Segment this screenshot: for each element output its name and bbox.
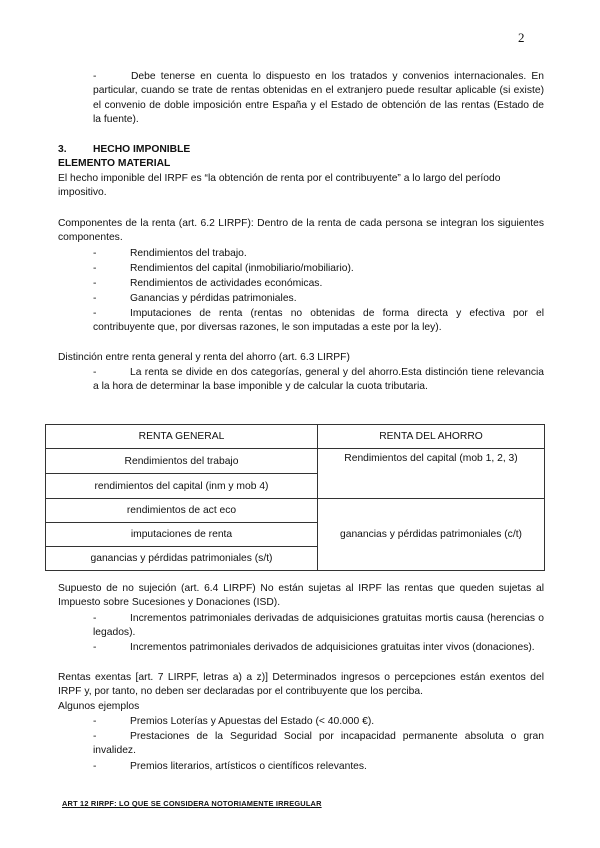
list-item: Premios literarios, artísticos o científicos relevantes. [130, 761, 367, 772]
list-item: Rendimientos del capital (inmobiliario/mobiliario). [130, 263, 354, 274]
table-cell: rendimientos de act eco [46, 499, 318, 523]
section-number: 3. [58, 144, 67, 155]
exentas-intro: Rentas exentas [art. 7 LIRPF, letras a) a z)] Determinados ingresos o percepciones están exentos del IRPF y, por tanto, no deben ser declaradas por el contribuyente que los perciba. [58, 672, 544, 698]
table-cell: ganancias y pérdidas patrimoniales (s/t) [46, 547, 318, 571]
table-cell: imputaciones de renta [46, 523, 318, 547]
header-renta-general: RENTA GENERAL [46, 425, 318, 449]
dash-marker: - [93, 71, 97, 82]
renta-table [45, 424, 545, 571]
components-intro: Componentes de la renta (art. 6.2 LIRPF): Dentro de la renta de cada persona se integran los siguientes componentes. [58, 218, 544, 244]
page-number: 2 [518, 30, 525, 45]
dash-marker: - [93, 761, 97, 772]
dash-marker: - [93, 248, 97, 259]
no-sujecion-intro: Supuesto de no sujeción (art. 6.4 LIRPF) No están sujetas al IRPF las rentas que queden sujetas al Impuesto sobre Sucesiones y Donaciones (ISD). [58, 583, 544, 609]
section-title: HECHO IMPONIBLE [93, 144, 191, 155]
distinction-intro: Distinción entre renta general y renta del ahorro (art. 6.3 LIRPF) [58, 352, 350, 363]
dash-marker: - [93, 613, 97, 624]
list-item: Incrementos patrimoniales derivadas de adquisiciones gratuitas mortis causa (herencias o legados). [93, 613, 544, 639]
footer-note: ART 12 RIRPF: LO QUE SE CONSIDERA NOTORIAMENTE IRREGULAR [62, 799, 322, 808]
dash-marker: - [93, 731, 97, 742]
table-cell: ganancias y pérdidas patrimoniales (c/t) [318, 499, 545, 571]
dash-marker: - [93, 278, 97, 289]
dash-marker: - [93, 293, 97, 304]
examples-label: Algunos ejemplos [58, 701, 140, 712]
list-item: Ganancias y pérdidas patrimoniales. [130, 293, 297, 304]
distinction-item: La renta se divide en dos categorías, general y del ahorro.Esta distinción tiene relevancia a la hora de determinar la base imponible y de calcular la cuota tributaria. [93, 367, 544, 393]
header-renta-ahorro: RENTA DEL AHORRO [318, 425, 545, 449]
list-item: Prestaciones de la Seguridad Social por incapacidad permanente absoluta o gran invalidez. [93, 731, 544, 757]
subheading: ELEMENTO MATERIAL [58, 158, 171, 169]
list-item: Rendimientos del trabajo. [130, 248, 247, 259]
dash-marker: - [93, 367, 97, 378]
list-item: Incrementos patrimoniales derivados de adquisiciones gratuitas inter vivos (donaciones). [130, 642, 535, 653]
dash-marker: - [93, 263, 97, 274]
list-item: Rendimientos de actividades económicas. [130, 278, 323, 289]
dash-marker: - [93, 716, 97, 727]
list-item: Premios Loterías y Apuestas del Estado (< 40.000 €). [130, 716, 375, 727]
intro-item-text: Debe tenerse en cuenta lo dispuesto en los tratados y convenios internacionales. En particular, cuando se trate de rentas obtenidas en el extranjero puede resultar aplicable (si existe) el convenio de doble imposición entre España y el Estado de obtención de las rentas (Estado de la fuente). [93, 71, 544, 126]
dash-marker: - [93, 308, 97, 319]
list-item: Imputaciones de renta (rentas no obtenidas de forma directa y efectiva por el contribuyente que, por diversas razones, le son imputadas a este por la ley). [93, 308, 544, 334]
table-cell: rendimientos del capital (inm y mob 4) [46, 474, 318, 499]
table-cell: Rendimientos del capital (mob 1, 2, 3) [318, 449, 545, 499]
dash-marker: - [93, 642, 97, 653]
definition-text: El hecho imponible del IRPF es “la obtención de renta por el contribuyente” a lo largo del período impositivo. [58, 173, 501, 199]
table-cell: Rendimientos del trabajo [46, 449, 318, 474]
